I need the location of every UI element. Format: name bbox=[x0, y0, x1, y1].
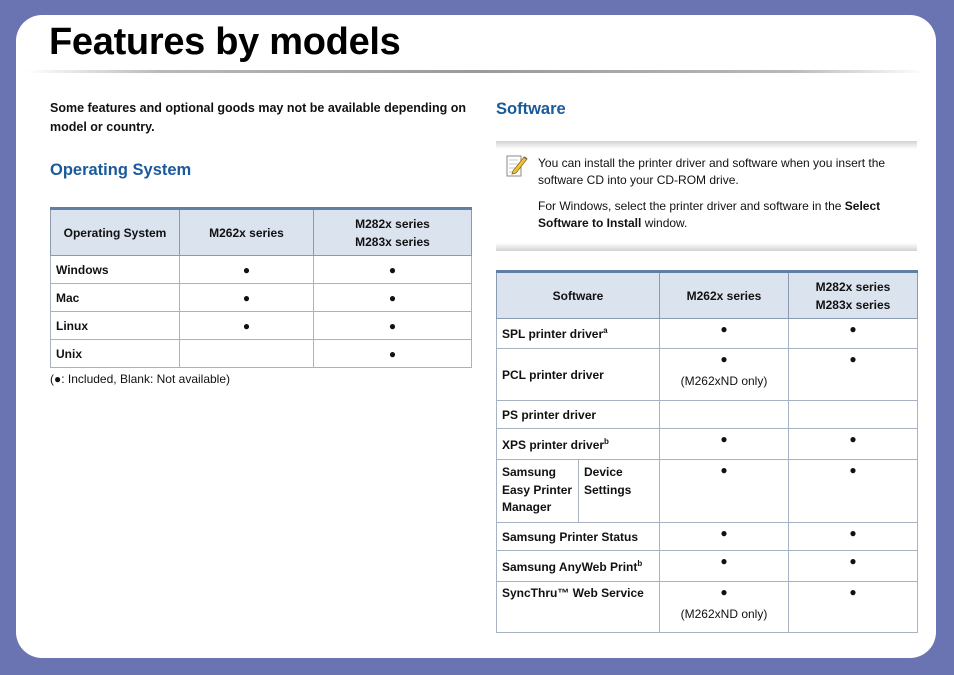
note-text-2-before: For Windows, select the printer driver and software in the bbox=[538, 199, 845, 213]
table-row bbox=[51, 256, 472, 284]
sw-col-header-m282: M282x series bbox=[815, 279, 891, 294]
os-col-header-m282-m283 bbox=[314, 209, 472, 256]
os-label: Windows bbox=[51, 256, 180, 284]
sw-m262-value bbox=[660, 401, 789, 429]
sw-m282-value: ● bbox=[789, 349, 918, 401]
sw-m282-value bbox=[789, 401, 918, 429]
page-title: Features by models bbox=[49, 21, 401, 63]
software-table bbox=[496, 270, 918, 633]
os-col-header-m262: M262x series bbox=[180, 209, 314, 256]
table-row bbox=[51, 284, 472, 312]
os-label: Mac bbox=[51, 284, 180, 312]
sw-label bbox=[497, 551, 660, 582]
sw-m262-value: ● bbox=[660, 429, 789, 460]
sw-m282-value: ● bbox=[789, 319, 918, 349]
sw-label bbox=[497, 429, 660, 460]
sw-col-header-m262: M262x series bbox=[660, 272, 789, 319]
sw-m262-cell bbox=[660, 582, 789, 633]
sw-label: Samsung Printer Status bbox=[497, 523, 660, 551]
sw-label: Samsung Easy Printer Manager bbox=[497, 460, 579, 523]
sw-sublabel: Device Settings bbox=[579, 460, 660, 523]
table-row bbox=[497, 401, 918, 429]
sw-label-text: Samsung AnyWeb Print bbox=[502, 559, 638, 574]
footnote-mark: a bbox=[603, 326, 608, 335]
note-text-2-bold: Select Software to Install bbox=[538, 199, 881, 230]
table-row bbox=[51, 312, 472, 340]
table-row bbox=[497, 349, 918, 401]
sw-col-header-m283: M283x series bbox=[815, 297, 891, 312]
sw-label bbox=[497, 319, 660, 349]
sw-col-header-m282-m283 bbox=[789, 272, 918, 319]
note-box bbox=[496, 141, 917, 251]
title-divider bbox=[26, 70, 926, 73]
table-row bbox=[497, 523, 918, 551]
sw-m282-value: ● bbox=[789, 429, 918, 460]
os-m282-value: ● bbox=[314, 312, 472, 340]
pencil-note-icon bbox=[504, 153, 528, 181]
footnote-mark: b bbox=[637, 558, 643, 568]
table-row bbox=[497, 551, 918, 582]
os-m282-value: ● bbox=[314, 340, 472, 368]
os-col-header-m283: M283x series bbox=[355, 234, 430, 249]
os-label: Unix bbox=[51, 340, 180, 368]
os-m262-value: ● bbox=[180, 284, 314, 312]
os-m262-value bbox=[180, 340, 314, 368]
sw-label-text: XPS printer driver bbox=[502, 437, 605, 452]
os-m262-value: ● bbox=[180, 312, 314, 340]
sw-m262-value: ● bbox=[660, 523, 789, 551]
os-col-header-m282: M282x series bbox=[355, 216, 430, 231]
table-row bbox=[51, 340, 472, 368]
note-text-1: You can install the printer driver and software when you insert the software CD into your CD-ROM drive. bbox=[538, 156, 886, 187]
software-heading: Software bbox=[496, 100, 566, 118]
sw-m262-value: ● bbox=[660, 551, 789, 582]
footnote-mark: b bbox=[604, 436, 609, 446]
os-table bbox=[50, 207, 472, 368]
sw-label-text: SPL printer driver bbox=[502, 327, 604, 341]
software-header-row bbox=[497, 272, 918, 319]
os-m282-value: ● bbox=[314, 256, 472, 284]
table-row bbox=[497, 319, 918, 349]
sw-m262-value: ● bbox=[720, 585, 728, 599]
os-heading: Operating System bbox=[50, 161, 192, 179]
sw-m282-value: ● bbox=[789, 460, 918, 523]
table-row bbox=[497, 429, 918, 460]
os-m282-value: ● bbox=[314, 284, 472, 312]
sw-m282-value: ● bbox=[789, 551, 918, 582]
sw-m262-cell bbox=[660, 349, 789, 401]
sw-col-header-software: Software bbox=[497, 272, 660, 319]
os-header-row bbox=[51, 209, 472, 256]
table-row bbox=[497, 582, 918, 633]
sw-m282-value: ● bbox=[789, 582, 918, 633]
sw-m262-value: ● bbox=[660, 460, 789, 523]
sw-m262-note: (M262xND only) bbox=[680, 374, 768, 388]
intro-text: Some features and optional goods may not be available depending on model or country. bbox=[50, 101, 467, 134]
sw-m262-value: ● bbox=[720, 352, 728, 366]
sw-m262-note: (M262xND only) bbox=[680, 607, 768, 621]
sw-label: SyncThru™ Web Service bbox=[497, 582, 660, 633]
os-legend: (●: Included, Blank: Not available) bbox=[50, 372, 231, 386]
sw-m262-value: ● bbox=[660, 319, 789, 349]
os-label: Linux bbox=[51, 312, 180, 340]
sw-label: PCL printer driver bbox=[497, 349, 660, 401]
page bbox=[16, 15, 936, 658]
os-m262-value: ● bbox=[180, 256, 314, 284]
note-text-2 bbox=[538, 198, 903, 232]
sw-m282-value: ● bbox=[789, 523, 918, 551]
note-text-2-after: window. bbox=[641, 216, 688, 230]
table-row bbox=[497, 460, 918, 523]
sw-label: PS printer driver bbox=[497, 401, 660, 429]
os-col-header-os: Operating System bbox=[51, 209, 180, 256]
